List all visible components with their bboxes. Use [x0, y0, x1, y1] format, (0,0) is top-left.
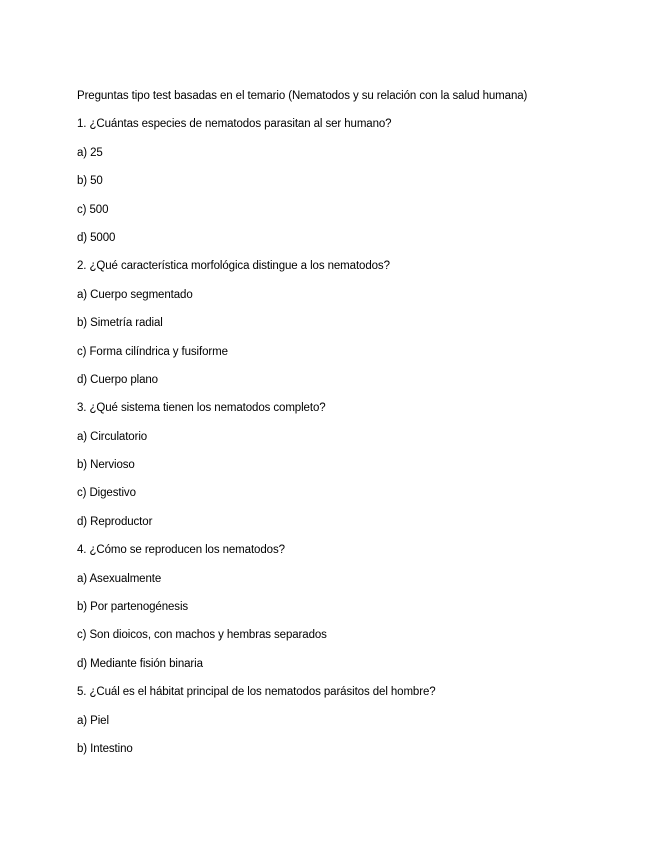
question-5-text: 5. ¿Cuál es el hábitat principal de los nematodos parásitos del hombre? — [77, 686, 436, 699]
question-4-option-a: a) Asexualmente — [77, 572, 162, 585]
question-1-option-d: d) 5000 — [77, 231, 116, 244]
question-2-option-b: b) Simetría radial — [77, 317, 163, 330]
question-4-option-b: b) Por partenogénesis — [77, 601, 189, 614]
document-content — [77, 89, 637, 770]
question-3-option-b: b) Nervioso — [77, 459, 135, 472]
question-2-option-d: d) Cuerpo plano — [77, 373, 158, 386]
question-2-option-a: a) Cuerpo segmentado — [77, 288, 193, 301]
question-1-option-c: c) 500 — [77, 203, 109, 216]
question-1-text: 1. ¿Cuántas especies de nematodos parasitan al ser humano? — [77, 118, 392, 131]
document-title: Preguntas tipo test basadas en el temario (Nematodos y su relación con la salud humana) — [77, 90, 528, 102]
question-4-option-c: c) Son dioicos, con machos y hembras separados — [77, 629, 327, 642]
question-2-option-c: c) Forma cilíndrica y fusiforme — [77, 345, 228, 358]
question-4-text: 4. ¿Cómo se reproducen los nematodos? — [77, 544, 285, 557]
question-4-option-d: d) Mediante fisión binaria — [77, 657, 203, 670]
question-1-option-a: a) 25 — [77, 146, 103, 159]
question-3-option-d: d) Reproductor — [77, 515, 153, 528]
question-5-option-b: b) Intestino — [77, 742, 133, 755]
question-1-option-b: b) 50 — [77, 175, 103, 188]
question-2-text: 2. ¿Qué característica morfológica distingue a los nematodos? — [77, 260, 390, 273]
question-3-option-c: c) Digestivo — [77, 487, 136, 500]
question-3-text: 3. ¿Qué sistema tienen los nematodos completo? — [77, 402, 326, 415]
question-5-option-a: a) Piel — [77, 714, 109, 727]
question-3-option-a: a) Circulatorio — [77, 430, 148, 443]
